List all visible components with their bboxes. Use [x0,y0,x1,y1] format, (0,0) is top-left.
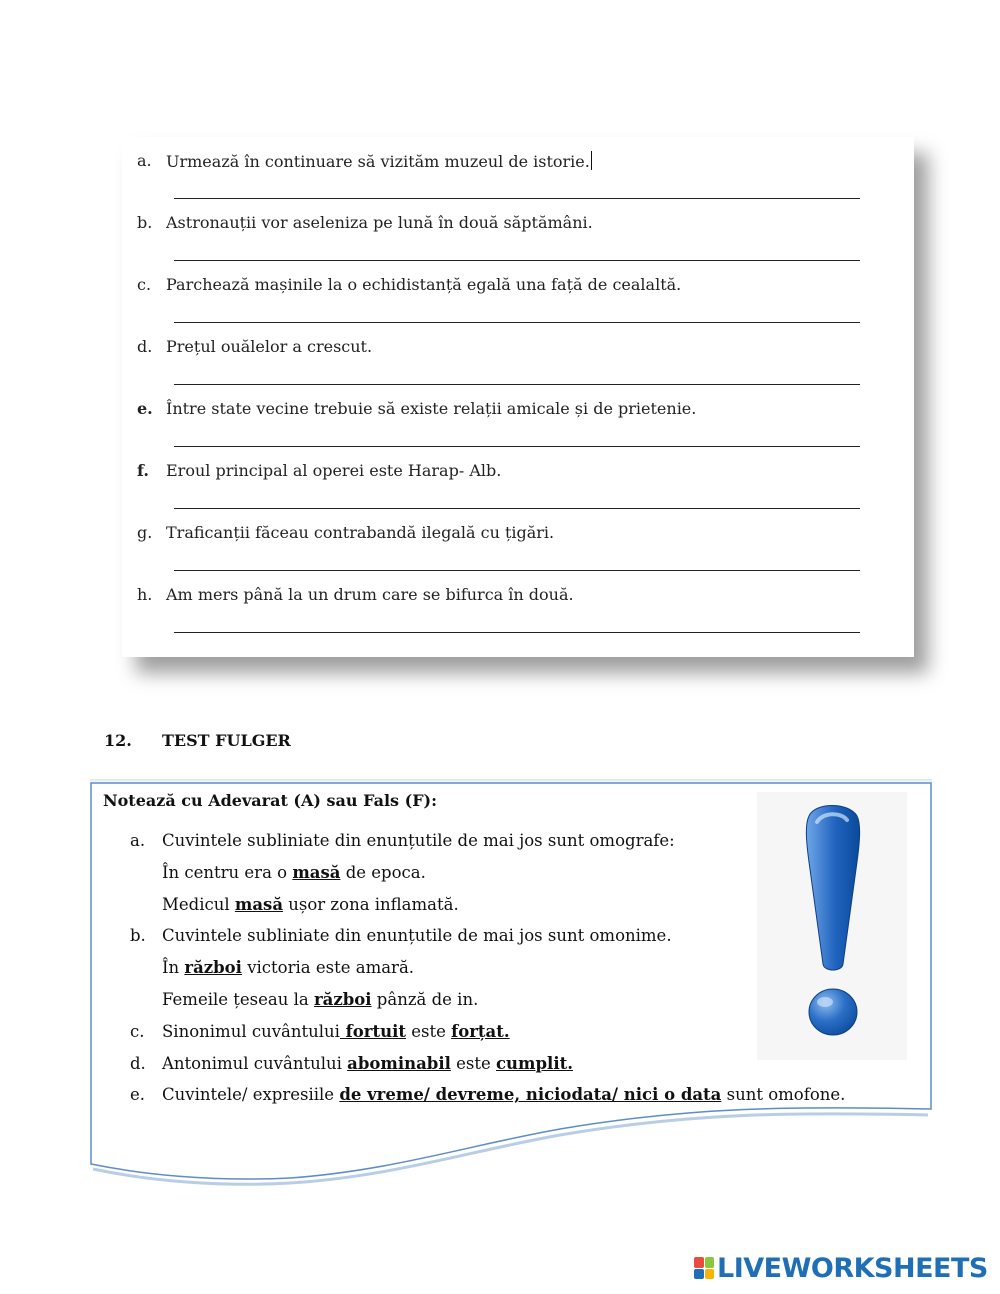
item-letter: g. [137,523,153,542]
underlined-word: forțat. [451,1021,510,1041]
underlined-word: abominabil [347,1053,451,1073]
logo-text: LIVEWORKSHEETS [717,1252,988,1284]
sentence-text: Între state vecine trebuie să existe relații amicale și de prietenie. [166,399,697,418]
sentence-row [122,509,914,571]
sentence-text: Am mers până la un drum care se bifurca în două. [166,585,574,604]
statement-list [130,825,845,1111]
statement-label: c. [130,1021,145,1041]
underlined-word: fortuit [339,1021,406,1041]
sentence-text: Prețul ouălelor a crescut. [166,337,373,356]
item-letter: h. [137,585,153,604]
statement-e: e. Cuvintele/ expresiile de vreme/ devreme, niciodata/ nici o data sunt omofone. [130,1079,845,1111]
sentence-text: Astronauții vor aseleniza pe lună în două săptămâni. [166,213,593,232]
statement-text: Cuvintele subliniate din enunțutile de mai jos sunt omonime. [162,926,672,946]
underlined-word: masă [292,862,341,882]
exclamation-icon [757,792,907,1060]
instruction-text: Notează cu Adevarat (A) sau Fals (F): [103,791,438,810]
underlined-word: cumplit. [496,1053,573,1073]
statement-c: c. Sinonimul cuvântului fortuit este forțat. [130,1016,845,1048]
sentence-row [122,571,914,633]
liveworksheets-logo [694,1253,988,1283]
underlined-word: război [313,989,372,1009]
sentence-text: Eroul principal al operei este Harap- Alb. [166,461,502,480]
sentence-row [122,199,914,261]
underlined-word: război [184,958,242,978]
example-line: Medicul masă ușor zona inflamată. [162,894,459,914]
sentence-row [122,447,914,509]
underlined-word: masă [234,894,284,914]
statement-label: e. [130,1085,146,1105]
sentence-text: Traficanții făceau contrabandă ilegală cu țigări. [166,523,555,542]
sentence-text: Parchează mașinile la o echidistanță egală una față de cealaltă. [166,275,682,294]
underlined-word: de vreme/ devreme, niciodata/ nici o data [339,1085,722,1105]
exercise-card [122,137,914,657]
statement-label: d. [130,1053,146,1073]
statement-text: Cuvintele subliniate din enunțutile de mai jos sunt omografe: [162,831,675,850]
statement-d: d. Antonimul cuvântului abominabil este cumplit. [130,1048,845,1080]
item-letter: c. [137,275,152,294]
item-letter: f. [137,461,149,480]
sentence-row [122,261,914,323]
section-heading [104,731,291,750]
section-title: TEST FULGER [162,731,291,750]
item-letter: b. [137,213,153,232]
item-letter: e. [137,399,153,418]
example-line: În război victoria este amară. [162,958,415,978]
text-cursor [591,151,592,170]
sentence-text: Urmează în continuare să vizităm muzeul de istorie. [166,152,590,171]
sentence-row [122,137,914,199]
sentence-row [122,385,914,447]
example-line: În centru era o masă de epoca. [162,862,426,882]
example-line: Femeile țeseau la război pânză de in. [162,989,479,1009]
sentence-row [122,323,914,385]
section-number: 12. [104,731,132,750]
statement-label: b. [130,926,146,946]
statement-a [130,825,845,857]
item-letter: a. [137,151,152,170]
statement-label: a. [130,831,146,850]
logo-grid-icon [694,1257,714,1279]
statement-b [130,920,845,952]
item-letter: d. [137,337,153,356]
answer-input[interactable] [174,632,860,633]
